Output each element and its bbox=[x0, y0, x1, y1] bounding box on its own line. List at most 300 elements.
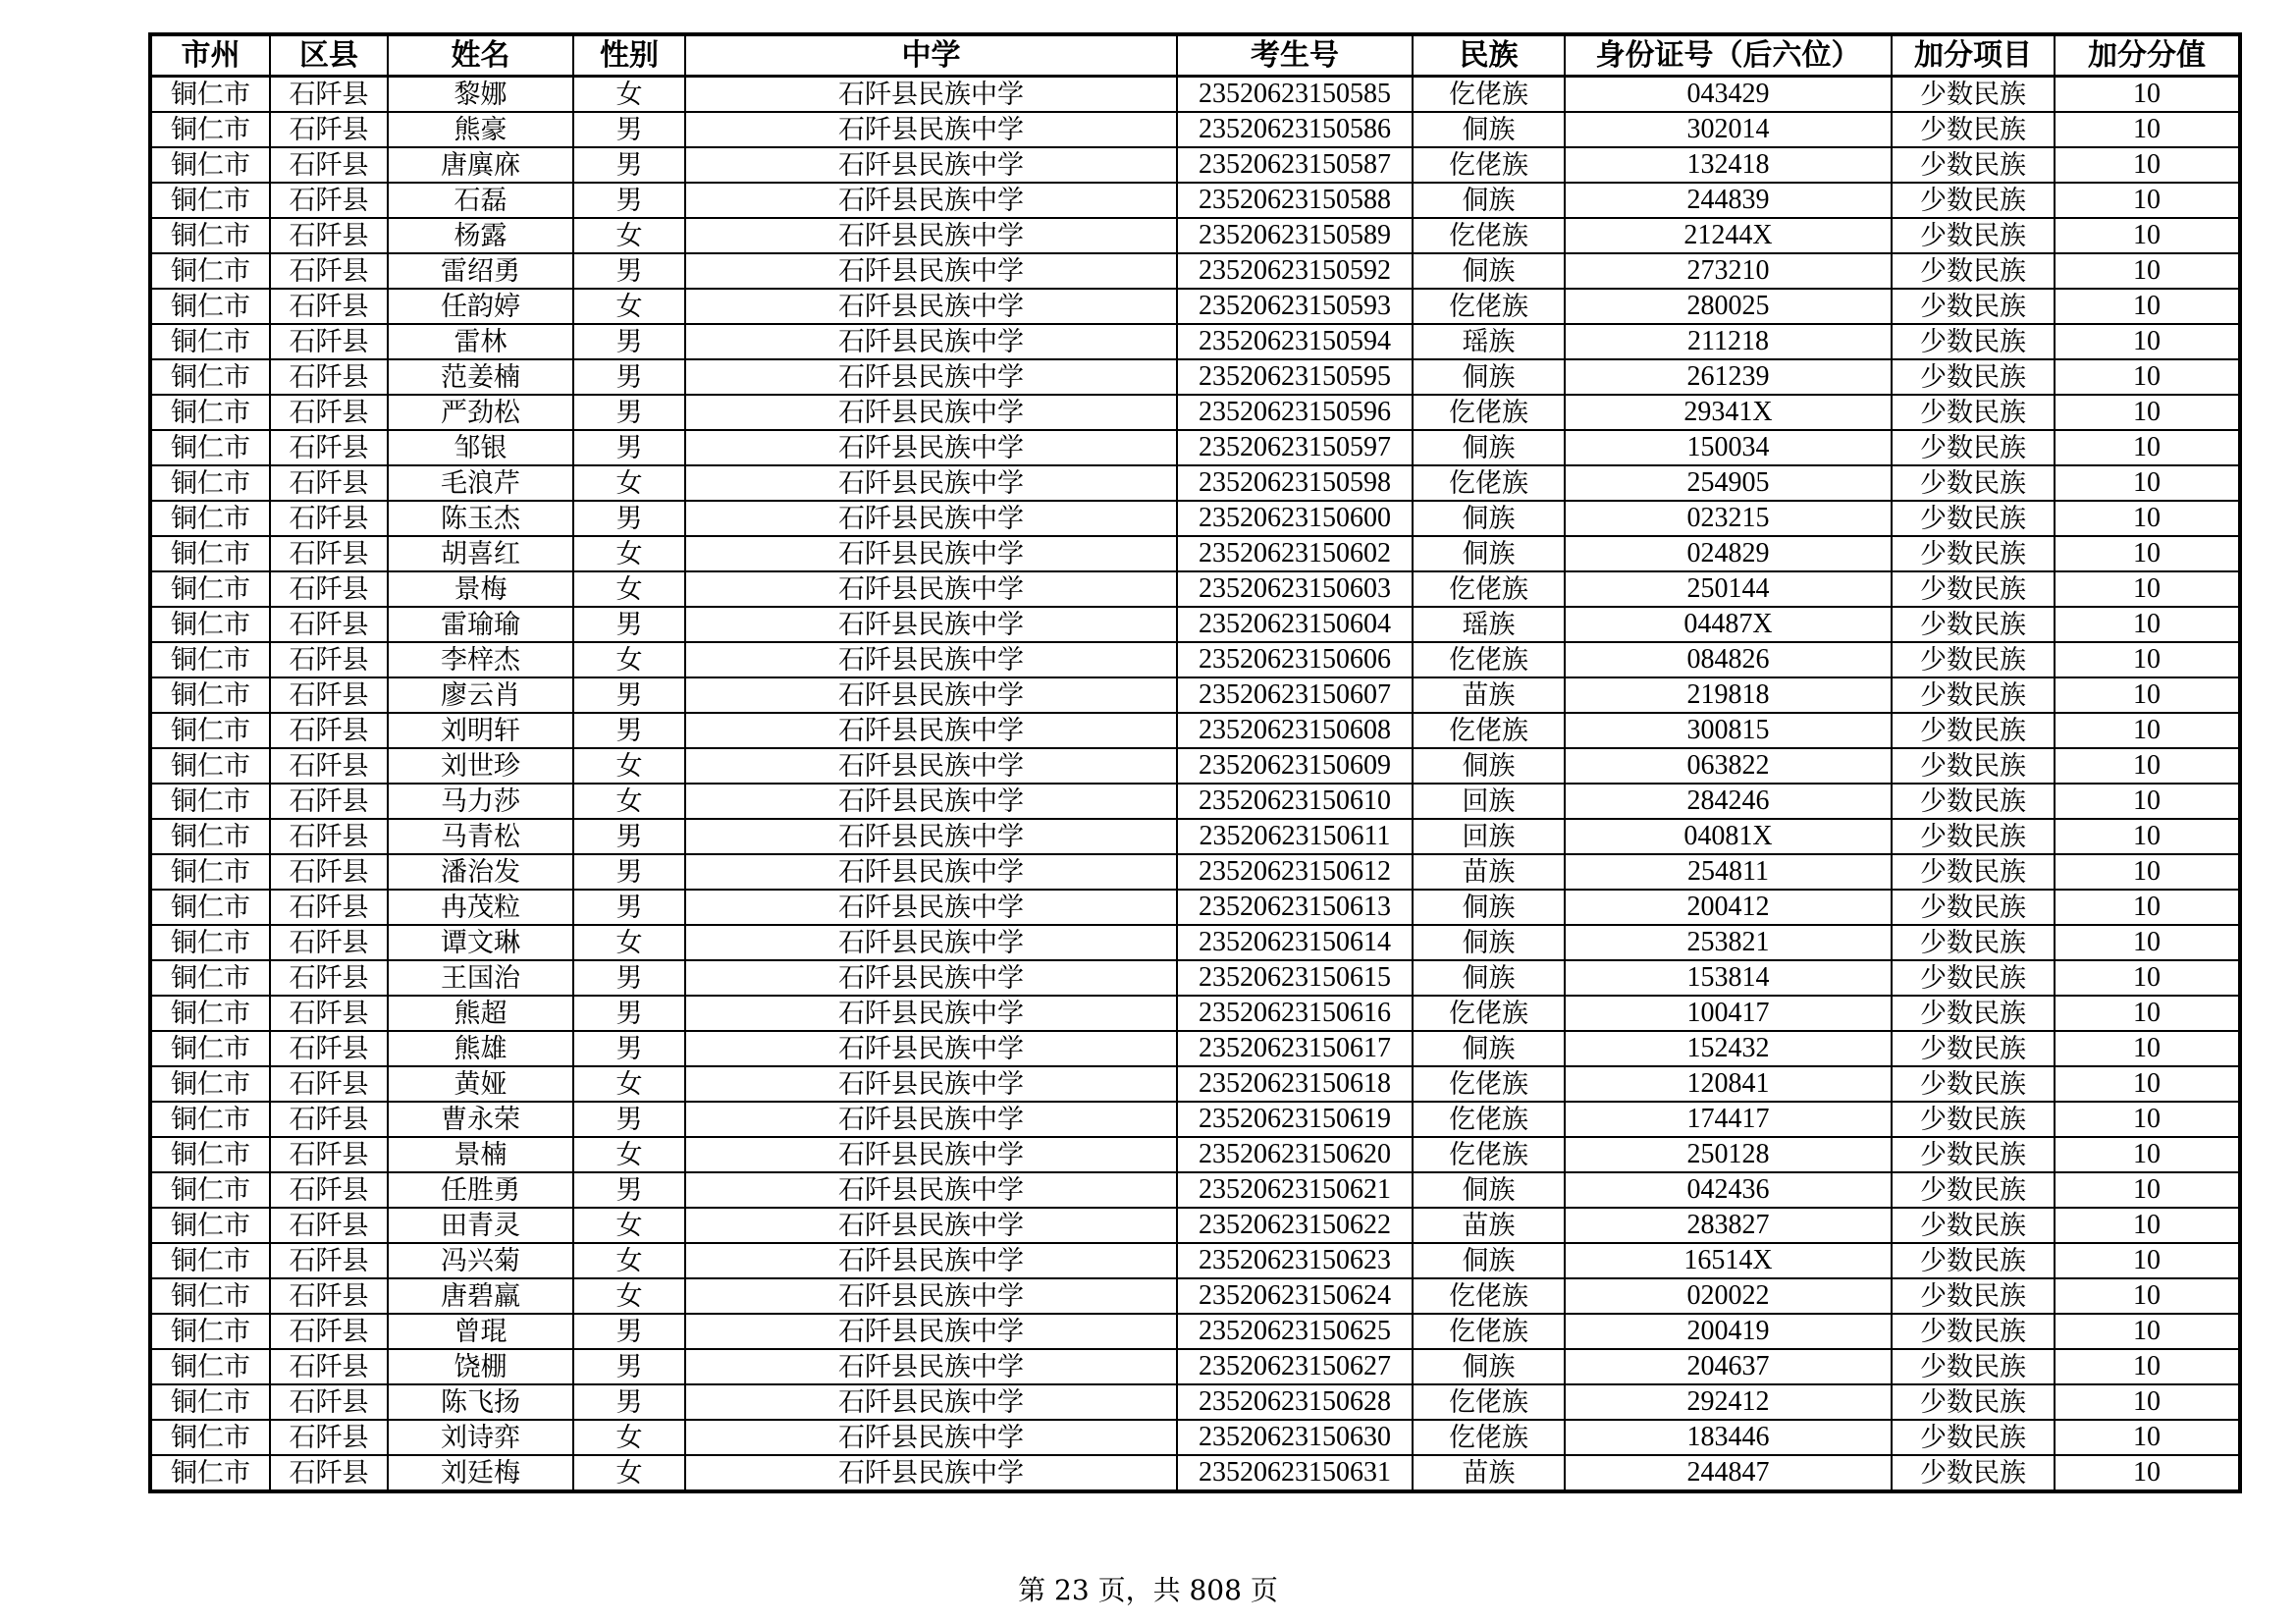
table-row bbox=[150, 819, 2240, 854]
cell-school: 石阡县民族中学 bbox=[685, 571, 1177, 607]
cell-bonus-points: 10 bbox=[2055, 536, 2240, 571]
cell-bonus-item: 少数民族 bbox=[1892, 112, 2055, 147]
cell-city: 铜仁市 bbox=[150, 77, 270, 113]
cell-ethnicity: 苗族 bbox=[1413, 1455, 1565, 1491]
cell-name: 刘世珍 bbox=[388, 748, 573, 784]
cell-id-last-six: 261239 bbox=[1565, 359, 1892, 395]
cell-id-last-six: 152432 bbox=[1565, 1031, 1892, 1066]
cell-bonus-item: 少数民族 bbox=[1892, 854, 2055, 890]
column-header-ethnicity: 民族 bbox=[1413, 34, 1565, 77]
table-row bbox=[150, 1172, 2240, 1208]
cell-name: 廖云肖 bbox=[388, 677, 573, 713]
cell-ethnicity: 仡佬族 bbox=[1413, 147, 1565, 183]
cell-bonus-points: 10 bbox=[2055, 713, 2240, 748]
table-row bbox=[150, 960, 2240, 996]
cell-name: 冉茂粒 bbox=[388, 890, 573, 925]
cell-bonus-points: 10 bbox=[2055, 1349, 2240, 1384]
cell-ethnicity: 仡佬族 bbox=[1413, 642, 1565, 677]
cell-bonus-item: 少数民族 bbox=[1892, 1102, 2055, 1137]
cell-bonus-points: 10 bbox=[2055, 607, 2240, 642]
cell-county: 石阡县 bbox=[270, 642, 388, 677]
cell-exam-number: 23520623150610 bbox=[1177, 784, 1413, 819]
cell-id-last-six: 063822 bbox=[1565, 748, 1892, 784]
cell-bonus-item: 少数民族 bbox=[1892, 536, 2055, 571]
cell-name: 黄娅 bbox=[388, 1066, 573, 1102]
cell-bonus-item: 少数民族 bbox=[1892, 1278, 2055, 1314]
cell-id-last-six: 292412 bbox=[1565, 1384, 1892, 1420]
cell-exam-number: 23520623150630 bbox=[1177, 1420, 1413, 1455]
cell-ethnicity: 侗族 bbox=[1413, 890, 1565, 925]
cell-gender: 男 bbox=[573, 854, 685, 890]
cell-gender: 男 bbox=[573, 501, 685, 536]
cell-id-last-six: 250144 bbox=[1565, 571, 1892, 607]
column-header-county: 区县 bbox=[270, 34, 388, 77]
cell-city: 铜仁市 bbox=[150, 819, 270, 854]
cell-bonus-item: 少数民族 bbox=[1892, 713, 2055, 748]
column-header-city: 市州 bbox=[150, 34, 270, 77]
table-row bbox=[150, 713, 2240, 748]
cell-gender: 男 bbox=[573, 1349, 685, 1384]
cell-ethnicity: 仡佬族 bbox=[1413, 395, 1565, 430]
cell-bonus-points: 10 bbox=[2055, 218, 2240, 253]
cell-ethnicity: 仡佬族 bbox=[1413, 713, 1565, 748]
cell-id-last-six: 04081X bbox=[1565, 819, 1892, 854]
cell-bonus-points: 10 bbox=[2055, 1102, 2240, 1137]
cell-bonus-points: 10 bbox=[2055, 253, 2240, 289]
cell-bonus-item: 少数民族 bbox=[1892, 289, 2055, 324]
cell-exam-number: 23520623150620 bbox=[1177, 1137, 1413, 1172]
cell-bonus-item: 少数民族 bbox=[1892, 748, 2055, 784]
cell-gender: 男 bbox=[573, 960, 685, 996]
cell-city: 铜仁市 bbox=[150, 1137, 270, 1172]
cell-id-last-six: 204637 bbox=[1565, 1349, 1892, 1384]
roster-table bbox=[148, 32, 2242, 1493]
cell-name: 潘治发 bbox=[388, 854, 573, 890]
cell-county: 石阡县 bbox=[270, 253, 388, 289]
cell-county: 石阡县 bbox=[270, 359, 388, 395]
table-row bbox=[150, 1102, 2240, 1137]
cell-id-last-six: 284246 bbox=[1565, 784, 1892, 819]
cell-name: 刘明轩 bbox=[388, 713, 573, 748]
table-row bbox=[150, 607, 2240, 642]
cell-bonus-points: 10 bbox=[2055, 1314, 2240, 1349]
cell-bonus-item: 少数民族 bbox=[1892, 890, 2055, 925]
cell-id-last-six: 200412 bbox=[1565, 890, 1892, 925]
cell-school: 石阡县民族中学 bbox=[685, 501, 1177, 536]
cell-city: 铜仁市 bbox=[150, 1066, 270, 1102]
cell-bonus-item: 少数民族 bbox=[1892, 996, 2055, 1031]
cell-bonus-item: 少数民族 bbox=[1892, 465, 2055, 501]
cell-city: 铜仁市 bbox=[150, 677, 270, 713]
cell-county: 石阡县 bbox=[270, 925, 388, 960]
cell-exam-number: 23520623150603 bbox=[1177, 571, 1413, 607]
cell-county: 石阡县 bbox=[270, 183, 388, 218]
cell-id-last-six: 153814 bbox=[1565, 960, 1892, 996]
cell-gender: 男 bbox=[573, 1172, 685, 1208]
cell-bonus-item: 少数民族 bbox=[1892, 1137, 2055, 1172]
cell-school: 石阡县民族中学 bbox=[685, 1455, 1177, 1491]
cell-ethnicity: 回族 bbox=[1413, 819, 1565, 854]
cell-bonus-points: 10 bbox=[2055, 501, 2240, 536]
cell-name: 黎娜 bbox=[388, 77, 573, 113]
cell-city: 铜仁市 bbox=[150, 465, 270, 501]
cell-school: 石阡县民族中学 bbox=[685, 1066, 1177, 1102]
cell-bonus-points: 10 bbox=[2055, 925, 2240, 960]
cell-name: 毛浪芹 bbox=[388, 465, 573, 501]
cell-exam-number: 23520623150600 bbox=[1177, 501, 1413, 536]
cell-exam-number: 23520623150607 bbox=[1177, 677, 1413, 713]
cell-bonus-points: 10 bbox=[2055, 1066, 2240, 1102]
cell-name: 雷林 bbox=[388, 324, 573, 359]
cell-id-last-six: 04487X bbox=[1565, 607, 1892, 642]
cell-gender: 男 bbox=[573, 430, 685, 465]
cell-school: 石阡县民族中学 bbox=[685, 1384, 1177, 1420]
cell-exam-number: 23520623150606 bbox=[1177, 642, 1413, 677]
cell-county: 石阡县 bbox=[270, 1455, 388, 1491]
table-row bbox=[150, 1278, 2240, 1314]
cell-school: 石阡县民族中学 bbox=[685, 218, 1177, 253]
cell-name: 熊豪 bbox=[388, 112, 573, 147]
cell-bonus-item: 少数民族 bbox=[1892, 1208, 2055, 1243]
cell-exam-number: 23520623150587 bbox=[1177, 147, 1413, 183]
cell-ethnicity: 侗族 bbox=[1413, 536, 1565, 571]
cell-county: 石阡县 bbox=[270, 748, 388, 784]
cell-name: 雷绍勇 bbox=[388, 253, 573, 289]
cell-ethnicity: 侗族 bbox=[1413, 1031, 1565, 1066]
cell-bonus-points: 10 bbox=[2055, 395, 2240, 430]
cell-bonus-item: 少数民族 bbox=[1892, 607, 2055, 642]
cell-county: 石阡县 bbox=[270, 784, 388, 819]
cell-school: 石阡县民族中学 bbox=[685, 960, 1177, 996]
cell-name: 李梓杰 bbox=[388, 642, 573, 677]
cell-city: 铜仁市 bbox=[150, 1208, 270, 1243]
cell-gender: 男 bbox=[573, 253, 685, 289]
cell-gender: 男 bbox=[573, 607, 685, 642]
cell-bonus-points: 10 bbox=[2055, 1172, 2240, 1208]
cell-bonus-points: 10 bbox=[2055, 1208, 2240, 1243]
cell-city: 铜仁市 bbox=[150, 1420, 270, 1455]
cell-ethnicity: 侗族 bbox=[1413, 1243, 1565, 1278]
table-row bbox=[150, 1455, 2240, 1491]
cell-name: 饶棚 bbox=[388, 1349, 573, 1384]
cell-gender: 男 bbox=[573, 677, 685, 713]
cell-school: 石阡县民族中学 bbox=[685, 1243, 1177, 1278]
cell-school: 石阡县民族中学 bbox=[685, 1031, 1177, 1066]
column-header-bonus-item: 加分项目 bbox=[1892, 34, 2055, 77]
cell-bonus-points: 10 bbox=[2055, 183, 2240, 218]
cell-name: 雷瑜瑜 bbox=[388, 607, 573, 642]
cell-ethnicity: 仡佬族 bbox=[1413, 1137, 1565, 1172]
table-row bbox=[150, 748, 2240, 784]
cell-school: 石阡县民族中学 bbox=[685, 147, 1177, 183]
cell-exam-number: 23520623150624 bbox=[1177, 1278, 1413, 1314]
cell-id-last-six: 302014 bbox=[1565, 112, 1892, 147]
table-row bbox=[150, 465, 2240, 501]
table-row bbox=[150, 253, 2240, 289]
cell-exam-number: 23520623150617 bbox=[1177, 1031, 1413, 1066]
cell-gender: 男 bbox=[573, 1102, 685, 1137]
table-row bbox=[150, 218, 2240, 253]
cell-exam-number: 23520623150613 bbox=[1177, 890, 1413, 925]
cell-exam-number: 23520623150631 bbox=[1177, 1455, 1413, 1491]
cell-county: 石阡县 bbox=[270, 147, 388, 183]
cell-school: 石阡县民族中学 bbox=[685, 607, 1177, 642]
cell-bonus-item: 少数民族 bbox=[1892, 1172, 2055, 1208]
cell-school: 石阡县民族中学 bbox=[685, 289, 1177, 324]
cell-id-last-six: 020022 bbox=[1565, 1278, 1892, 1314]
table-row bbox=[150, 324, 2240, 359]
cell-gender: 男 bbox=[573, 359, 685, 395]
cell-city: 铜仁市 bbox=[150, 289, 270, 324]
cell-bonus-item: 少数民族 bbox=[1892, 1384, 2055, 1420]
cell-bonus-points: 10 bbox=[2055, 112, 2240, 147]
cell-city: 铜仁市 bbox=[150, 1384, 270, 1420]
cell-name: 冯兴菊 bbox=[388, 1243, 573, 1278]
cell-id-last-six: 174417 bbox=[1565, 1102, 1892, 1137]
cell-name: 马青松 bbox=[388, 819, 573, 854]
cell-name: 王国治 bbox=[388, 960, 573, 996]
cell-gender: 女 bbox=[573, 1278, 685, 1314]
column-header-exam-number: 考生号 bbox=[1177, 34, 1413, 77]
cell-exam-number: 23520623150621 bbox=[1177, 1172, 1413, 1208]
cell-ethnicity: 仡佬族 bbox=[1413, 1066, 1565, 1102]
cell-exam-number: 23520623150608 bbox=[1177, 713, 1413, 748]
cell-county: 石阡县 bbox=[270, 289, 388, 324]
cell-gender: 男 bbox=[573, 147, 685, 183]
cell-county: 石阡县 bbox=[270, 1314, 388, 1349]
column-header-school: 中学 bbox=[685, 34, 1177, 77]
cell-bonus-item: 少数民族 bbox=[1892, 819, 2055, 854]
cell-name: 胡喜红 bbox=[388, 536, 573, 571]
cell-school: 石阡县民族中学 bbox=[685, 253, 1177, 289]
cell-exam-number: 23520623150597 bbox=[1177, 430, 1413, 465]
cell-bonus-item: 少数民族 bbox=[1892, 395, 2055, 430]
cell-exam-number: 23520623150588 bbox=[1177, 183, 1413, 218]
cell-city: 铜仁市 bbox=[150, 395, 270, 430]
cell-bonus-points: 10 bbox=[2055, 465, 2240, 501]
cell-ethnicity: 仡佬族 bbox=[1413, 77, 1565, 113]
cell-school: 石阡县民族中学 bbox=[685, 465, 1177, 501]
cell-bonus-points: 10 bbox=[2055, 748, 2240, 784]
cell-exam-number: 23520623150596 bbox=[1177, 395, 1413, 430]
table-row bbox=[150, 112, 2240, 147]
cell-id-last-six: 200419 bbox=[1565, 1314, 1892, 1349]
cell-name: 任韵婷 bbox=[388, 289, 573, 324]
cell-school: 石阡县民族中学 bbox=[685, 1208, 1177, 1243]
cell-city: 铜仁市 bbox=[150, 1031, 270, 1066]
cell-ethnicity: 侗族 bbox=[1413, 960, 1565, 996]
cell-bonus-points: 10 bbox=[2055, 430, 2240, 465]
cell-city: 铜仁市 bbox=[150, 1278, 270, 1314]
cell-gender: 女 bbox=[573, 465, 685, 501]
cell-gender: 女 bbox=[573, 1455, 685, 1491]
cell-bonus-item: 少数民族 bbox=[1892, 77, 2055, 113]
cell-name: 刘廷梅 bbox=[388, 1455, 573, 1491]
cell-gender: 男 bbox=[573, 1384, 685, 1420]
cell-bonus-points: 10 bbox=[2055, 571, 2240, 607]
cell-county: 石阡县 bbox=[270, 1384, 388, 1420]
cell-bonus-item: 少数民族 bbox=[1892, 960, 2055, 996]
table-row bbox=[150, 359, 2240, 395]
cell-bonus-item: 少数民族 bbox=[1892, 147, 2055, 183]
cell-gender: 男 bbox=[573, 890, 685, 925]
cell-gender: 女 bbox=[573, 1066, 685, 1102]
cell-county: 石阡县 bbox=[270, 1420, 388, 1455]
cell-city: 铜仁市 bbox=[150, 1349, 270, 1384]
cell-name: 杨露 bbox=[388, 218, 573, 253]
cell-city: 铜仁市 bbox=[150, 359, 270, 395]
cell-exam-number: 23520623150615 bbox=[1177, 960, 1413, 996]
cell-id-last-six: 100417 bbox=[1565, 996, 1892, 1031]
cell-bonus-item: 少数民族 bbox=[1892, 571, 2055, 607]
cell-gender: 男 bbox=[573, 324, 685, 359]
cell-ethnicity: 仡佬族 bbox=[1413, 218, 1565, 253]
cell-school: 石阡县民族中学 bbox=[685, 890, 1177, 925]
cell-school: 石阡县民族中学 bbox=[685, 536, 1177, 571]
cell-school: 石阡县民族中学 bbox=[685, 1102, 1177, 1137]
table-row bbox=[150, 395, 2240, 430]
cell-bonus-item: 少数民族 bbox=[1892, 784, 2055, 819]
table-row bbox=[150, 571, 2240, 607]
cell-gender: 女 bbox=[573, 1243, 685, 1278]
cell-county: 石阡县 bbox=[270, 218, 388, 253]
cell-bonus-item: 少数民族 bbox=[1892, 1066, 2055, 1102]
cell-county: 石阡县 bbox=[270, 430, 388, 465]
cell-county: 石阡县 bbox=[270, 1102, 388, 1137]
cell-name: 熊雄 bbox=[388, 1031, 573, 1066]
cell-bonus-points: 10 bbox=[2055, 289, 2240, 324]
table-row bbox=[150, 642, 2240, 677]
cell-city: 铜仁市 bbox=[150, 218, 270, 253]
cell-name: 陈飞扬 bbox=[388, 1384, 573, 1420]
cell-gender: 男 bbox=[573, 819, 685, 854]
cell-exam-number: 23520623150623 bbox=[1177, 1243, 1413, 1278]
cell-bonus-item: 少数民族 bbox=[1892, 1243, 2055, 1278]
cell-gender: 女 bbox=[573, 1137, 685, 1172]
cell-id-last-six: 16514X bbox=[1565, 1243, 1892, 1278]
cell-county: 石阡县 bbox=[270, 890, 388, 925]
cell-school: 石阡县民族中学 bbox=[685, 77, 1177, 113]
cell-ethnicity: 侗族 bbox=[1413, 183, 1565, 218]
cell-ethnicity: 仡佬族 bbox=[1413, 996, 1565, 1031]
cell-exam-number: 23520623150595 bbox=[1177, 359, 1413, 395]
cell-name: 田青灵 bbox=[388, 1208, 573, 1243]
cell-bonus-points: 10 bbox=[2055, 1278, 2240, 1314]
table-header bbox=[150, 34, 2240, 77]
cell-city: 铜仁市 bbox=[150, 1102, 270, 1137]
cell-bonus-item: 少数民族 bbox=[1892, 1349, 2055, 1384]
cell-name: 唐廙庥 bbox=[388, 147, 573, 183]
cell-ethnicity: 仡佬族 bbox=[1413, 1102, 1565, 1137]
cell-ethnicity: 仡佬族 bbox=[1413, 571, 1565, 607]
cell-city: 铜仁市 bbox=[150, 642, 270, 677]
cell-county: 石阡县 bbox=[270, 960, 388, 996]
cell-county: 石阡县 bbox=[270, 395, 388, 430]
cell-ethnicity: 侗族 bbox=[1413, 112, 1565, 147]
cell-bonus-item: 少数民族 bbox=[1892, 925, 2055, 960]
cell-school: 石阡县民族中学 bbox=[685, 1172, 1177, 1208]
cell-county: 石阡县 bbox=[270, 996, 388, 1031]
cell-id-last-six: 283827 bbox=[1565, 1208, 1892, 1243]
cell-county: 石阡县 bbox=[270, 1243, 388, 1278]
cell-name: 刘诗弈 bbox=[388, 1420, 573, 1455]
cell-city: 铜仁市 bbox=[150, 784, 270, 819]
cell-city: 铜仁市 bbox=[150, 571, 270, 607]
cell-bonus-points: 10 bbox=[2055, 890, 2240, 925]
cell-ethnicity: 侗族 bbox=[1413, 253, 1565, 289]
cell-id-last-six: 280025 bbox=[1565, 289, 1892, 324]
table-row bbox=[150, 1349, 2240, 1384]
cell-bonus-points: 10 bbox=[2055, 996, 2240, 1031]
cell-county: 石阡县 bbox=[270, 677, 388, 713]
cell-ethnicity: 苗族 bbox=[1413, 1208, 1565, 1243]
cell-name: 曹永荣 bbox=[388, 1102, 573, 1137]
cell-id-last-six: 219818 bbox=[1565, 677, 1892, 713]
cell-ethnicity: 仡佬族 bbox=[1413, 1384, 1565, 1420]
cell-city: 铜仁市 bbox=[150, 1172, 270, 1208]
cell-bonus-points: 10 bbox=[2055, 77, 2240, 113]
cell-id-last-six: 29341X bbox=[1565, 395, 1892, 430]
cell-city: 铜仁市 bbox=[150, 501, 270, 536]
cell-county: 石阡县 bbox=[270, 1066, 388, 1102]
cell-bonus-points: 10 bbox=[2055, 1420, 2240, 1455]
cell-id-last-six: 254811 bbox=[1565, 854, 1892, 890]
cell-school: 石阡县民族中学 bbox=[685, 1349, 1177, 1384]
cell-exam-number: 23520623150611 bbox=[1177, 819, 1413, 854]
cell-exam-number: 23520623150604 bbox=[1177, 607, 1413, 642]
cell-exam-number: 23520623150602 bbox=[1177, 536, 1413, 571]
cell-bonus-item: 少数民族 bbox=[1892, 642, 2055, 677]
cell-name: 邹银 bbox=[388, 430, 573, 465]
cell-bonus-item: 少数民族 bbox=[1892, 501, 2055, 536]
cell-bonus-points: 10 bbox=[2055, 1243, 2240, 1278]
cell-city: 铜仁市 bbox=[150, 1243, 270, 1278]
cell-exam-number: 23520623150589 bbox=[1177, 218, 1413, 253]
cell-id-last-six: 132418 bbox=[1565, 147, 1892, 183]
cell-id-last-six: 254905 bbox=[1565, 465, 1892, 501]
cell-exam-number: 23520623150628 bbox=[1177, 1384, 1413, 1420]
cell-city: 铜仁市 bbox=[150, 1455, 270, 1491]
cell-exam-number: 23520623150594 bbox=[1177, 324, 1413, 359]
cell-county: 石阡县 bbox=[270, 1172, 388, 1208]
cell-name: 马力莎 bbox=[388, 784, 573, 819]
cell-city: 铜仁市 bbox=[150, 183, 270, 218]
cell-id-last-six: 084826 bbox=[1565, 642, 1892, 677]
cell-county: 石阡县 bbox=[270, 112, 388, 147]
cell-gender: 男 bbox=[573, 183, 685, 218]
cell-gender: 男 bbox=[573, 1031, 685, 1066]
cell-city: 铜仁市 bbox=[150, 112, 270, 147]
cell-school: 石阡县民族中学 bbox=[685, 996, 1177, 1031]
cell-id-last-six: 244847 bbox=[1565, 1455, 1892, 1491]
cell-ethnicity: 仡佬族 bbox=[1413, 1278, 1565, 1314]
cell-exam-number: 23520623150592 bbox=[1177, 253, 1413, 289]
cell-bonus-points: 10 bbox=[2055, 147, 2240, 183]
cell-school: 石阡县民族中学 bbox=[685, 183, 1177, 218]
cell-county: 石阡县 bbox=[270, 77, 388, 113]
cell-gender: 女 bbox=[573, 784, 685, 819]
column-header-name: 姓名 bbox=[388, 34, 573, 77]
cell-county: 石阡县 bbox=[270, 1278, 388, 1314]
table-row bbox=[150, 854, 2240, 890]
cell-name: 石磊 bbox=[388, 183, 573, 218]
cell-ethnicity: 侗族 bbox=[1413, 430, 1565, 465]
cell-gender: 男 bbox=[573, 1314, 685, 1349]
cell-ethnicity: 侗族 bbox=[1413, 1172, 1565, 1208]
cell-city: 铜仁市 bbox=[150, 147, 270, 183]
cell-exam-number: 23520623150585 bbox=[1177, 77, 1413, 113]
cell-id-last-six: 250128 bbox=[1565, 1137, 1892, 1172]
